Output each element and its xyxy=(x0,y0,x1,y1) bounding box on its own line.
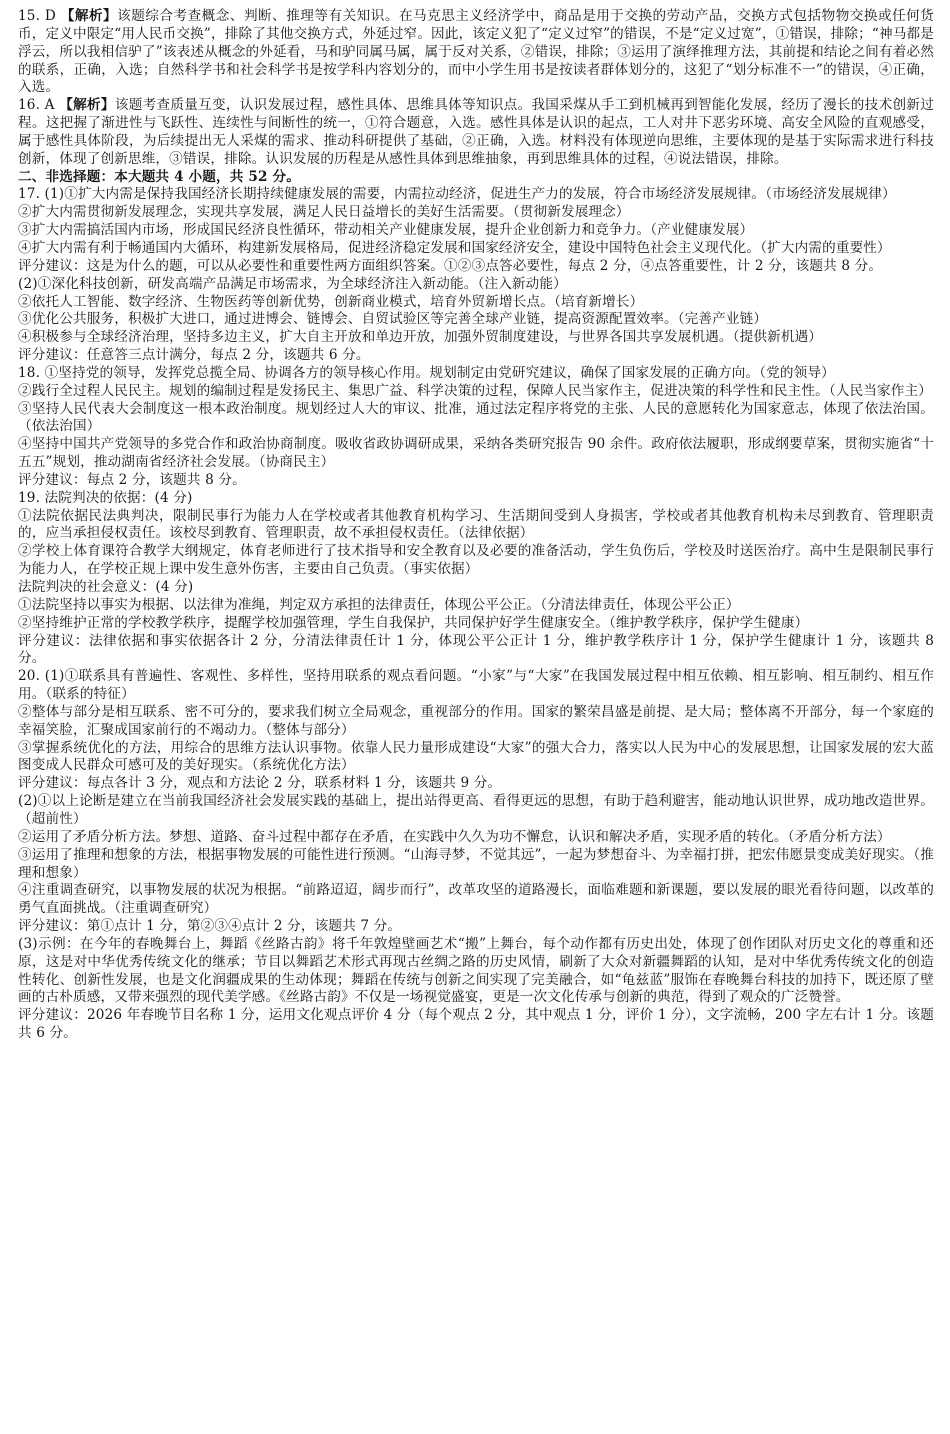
answer-18-point-1: 18. ①坚持党的领导，发挥党总揽全局、协调各方的领导核心作用。规划制定由党研究建议，确保了国家发展的正确方向。（党的领导） xyxy=(18,364,835,381)
answer-17-1-point-4: ④扩大内需有利于畅通国内大循环，构建新发展格局，促进经济稳定发展和国家经济安全，建设中国特色社会主义现代化。（扩大内需的重要性） xyxy=(18,239,891,256)
answer-17-1-scoring: 评分建议：这是为什么的题，可以从必要性和重要性两方面组织答案。①②③点答必要性，每点 2 分，④点答重要性，计 2 分，该题共 8 分。 xyxy=(18,257,883,274)
answer-19-scoring: 评分建议：法律依据和事实依据各计 2 分，分清法律责任计 1 分，体现公平公正计 1 分，维护教学秩序计 1 分，保护学生健康计 1 分，该题共 8 分。 xyxy=(18,632,934,667)
answer-20-1-point-3: ③掌握系统优化的方法，用综合的思维方法认识事物。依靠人民力量形成建设“大家”的强大合力，落实以人民为中心的发展思想，让国家发展的宏大蓝图变成人民群众可感可及的美好现实。（系统优化方法） xyxy=(18,739,934,774)
answer-18-scoring: 评分建议：每点 2 分，该题共 8 分。 xyxy=(18,471,246,488)
answer-19-meaning-2: ②坚持维护正常的学校教学秩序，提醒学校加强管理，学生自我保护，共同保护好学生健康安全。（维护教学秩序，保护学生健康） xyxy=(18,614,809,631)
answer-19-basis-1: ①法院依据民法典判决，限制民事行为能力人在学校或者其他教育机构学习、生活期间受到人身损害，学校或者其他教育机构未尽到教育、管理职责的，应当承担侵权责任。该校尽到教育、管理职责，故不承担侵权责任。（法律依据） xyxy=(18,507,934,542)
answer-17-2-point-3: ③优化公共服务，积极扩大进口，通过进博会、链博会、自贸试验区等完善全球产业链，提高资源配置效率。（完善产业链） xyxy=(18,311,768,328)
answer-18-point-4: ④坚持中国共产党领导的多党合作和政治协商制度。吸收省政协调研成果，采纳各类研究报告 90 余件。政府依法履职，形成纲要草案，贯彻实施省“十五五”规划，推动湖南省经济社会发展。（协商民主） xyxy=(18,436,934,471)
answer-20-2-scoring: 评分建议：第①点计 1 分，第②③④点计 2 分，该题共 7 分。 xyxy=(18,918,402,935)
answer-18-point-3: ③坚持人民代表大会制度这一根本政治制度。规划经过人大的审议、批准，通过法定程序将党的主张、人民的意愿转化为国家意志，体现了依法治国。（依法治国） xyxy=(18,400,934,435)
analysis-marker: 【解析】 xyxy=(60,8,118,24)
answer-20-2-point-4: ④注重调查研究，以事物发展的状况为根据。“前路迢迢，阔步而行”，改革攻坚的道路漫长，面临难题和新课题，要以发展的眼光看待问题，以改革的勇气直面挑战。（注重调查研究） xyxy=(18,882,934,917)
answer-17-1-point-3: ③扩大内需搞活国内市场，形成国民经济良性循环，带动相关产业健康发展，提升企业创新力和竞争力。（产业健康发展） xyxy=(18,222,754,239)
answer-17-2-point-1: (2)①深化科技创新，研发高端产品满足市场需求，为全球经济注入新动能。（注入新动能） xyxy=(18,275,567,292)
answer-19-basis-heading: 19. 法院判决的依据：(4 分) xyxy=(18,489,193,506)
answer-20-2-point-3: ③运用了推理和想象的方法，根据事物发展的可能性进行预测。“山海寻梦，不觉其远”，一起为梦想奋斗、为幸福打拼，把宏伟愿景变成美好现实。（推理和想象） xyxy=(18,846,934,881)
answer-19-basis-2: ②学校上体育课符合教学大纲规定，体育老师进行了技术指导和安全教育以及必要的准备活动，学生负伤后，学校及时送医治疗。高中生是限制民事行为能力人，在学校正规上课中发生意外伤害，主要由自己负责。（事实依据） xyxy=(18,543,934,578)
answer-20-3-example: (3)示例：在今年的春晚舞台上，舞蹈《丝路古韵》将千年敦煌壁画艺术“搬”上舞台，每个动作都有历史出处，体现了创作团队对历史文化的尊重和还原，这是对中华优秀传统文化的继承；节目以舞蹈艺术形式再现古丝绸之路的历史风情，刷新了大众对新疆舞蹈的认知，是对中华优秀传统文化的创造性转化、创新性发展，也是文化润疆成果的生动体现；舞蹈在传统与创新之间实现了完美融合，如“龟兹蓝”服饰在春晚舞台科技的加持下，既还原了壁画的古朴质感，又带来强烈的现代美学感。《丝路古韵》不仅是一场视觉盛宴，更是一次文化传承与创新的典范，得到了观众的广泛赞誉。 xyxy=(18,935,934,1006)
answer-20-2-point-1: (2)①以上论断是建立在当前我国经济社会发展实践的基础上，提出站得更高、看得更远的思想，有助于趋利避害，能动地认识世界，成功地改造世界。（超前性） xyxy=(18,793,934,827)
answer-16: 16. A 【解析】该题考查质量互变，认识发展过程，感性具体、思维具体等知识点。我国采煤从手工到机械再到智能化发展，经历了漫长的技术创新过程。这把握了渐进性与飞跃性、连续性与间断性的统一，①符合题意，入选。感性具体是认识的起点，工人对井下恶劣环境、高安全风险的直观感受，属于感性具体阶段，为后续提出无人采煤的需求、推动科研提供了基础，②正确，入选。材料没有体现逆向思维，主要体现的是基于实际需求进行科技创新，体现了创新思维，③错误，排除。认识发展的历程是从感性具体到思维抽象，再到思维具体的过程，④说法错误，排除。 xyxy=(18,97,934,167)
answer-20-1-point-1: 20. (1)①联系具有普遍性、客观性、多样性，坚持用联系的观点看问题。“小家”与“大家”在我国发展过程中相互依赖、相互影响、相互制约、相互作用。（联系的特征） xyxy=(18,668,934,703)
section-heading: 二、非选择题：本大题共 4 小题，共 52 分。 xyxy=(18,168,300,185)
answer-17-2-point-4: ④积极参与全球经济治理，坚持多边主义，扩大自主开放和单边开放，加强外贸制度建设，与世界各国共享发展机遇。（提供新机遇） xyxy=(18,329,823,346)
analysis-marker: 【解析】 xyxy=(59,97,115,114)
answer-18-point-2: ②践行全过程人民民主。规划的编制过程是发扬民主、集思广益、科学决策的过程，保障人民当家作主，促进决策的科学性和民主性。（人民当家作主） xyxy=(18,382,933,399)
answer-17-1-point-2: ②扩大内需贯彻新发展理念，实现共享发展，满足人民日益增长的美好生活需要。（贯彻新发展理念） xyxy=(18,204,630,221)
answer-17-2-scoring: 评分建议：任意答三点计满分，每点 2 分，该题共 6 分。 xyxy=(18,347,370,364)
answer-19-meaning-1: ①法院坚持以事实为根据、以法律为准绳，判定双方承担的法律责任，体现公平公正。（分清法律责任，体现公平公正） xyxy=(18,596,740,613)
answer-19-meaning-heading: 法院判决的社会意义：(4 分) xyxy=(18,579,194,595)
answer-17-2-point-2: ②依托人工智能、数字经济、生物医药等创新优势，创新商业模式，培育外贸新增长点。（培育新增长） xyxy=(18,293,644,310)
answer-17-1-point-1: 17. (1)①扩大内需是保持我国经济长期持续健康发展的需要，内需拉动经济，促进生产力的发展，符合市场经济发展规律。（市场经济发展规律） xyxy=(18,186,896,203)
answer-15: 15. D 【解析】该题综合考查概念、判断、推理等有关知识。在马克思主义经济学中，商品是用于交换的劳动产品，交换方式包括物物交换或任何货币，定义中限定“用人民币交换”，排除了其他交换方式，外延过窄。因此，该定义犯了“定义过窄”的错误，不是“定义过宽”，①错误，排除；“神马都是浮云，所以我相信驴了”该表述从概念的外延看，马和驴同属马属，属于反对关系，②错误，排除；③运用了演绎推理方法，其前提和结论之间有着必然的联系，正确，入选；自然科学书和社会科学书是按学科内容划分的，而中小学生用书是按读者群体划分的，这犯了“划分标准不一”的错误，④正确，入选。 xyxy=(18,8,935,96)
answer-20-1-point-2: ②整体与部分是相互联系、密不可分的，要求我们树立全局观念，重视部分的作用。国家的繁荣昌盛是前提、是大局；整体离不开部分，每一个家庭的幸福笑脸，汇聚成国家前行的不竭动力。（整体与部分） xyxy=(18,703,934,738)
answer-20-3-scoring: 评分建议：2026 年春晚节目名称 1 分，运用文化观点评价 4 分（每个观点 2 分，其中观点 1 分，评价 1 分），文字流畅，200 字左右计 1 分。该题共 6 分。 xyxy=(18,1007,934,1042)
answer-key-document xyxy=(18,8,934,1043)
answer-20-1-scoring: 评分建议：每点各计 3 分，观点和方法论 2 分，联系材料 1 分，该题共 9 分。 xyxy=(18,775,502,792)
answer-20-2-point-2: ②运用了矛盾分析方法。梦想、道路、奋斗过程中都存在矛盾，在实践中久久为功不懈怠，认识和解决矛盾，实现矛盾的转化。（矛盾分析方法） xyxy=(18,828,891,845)
